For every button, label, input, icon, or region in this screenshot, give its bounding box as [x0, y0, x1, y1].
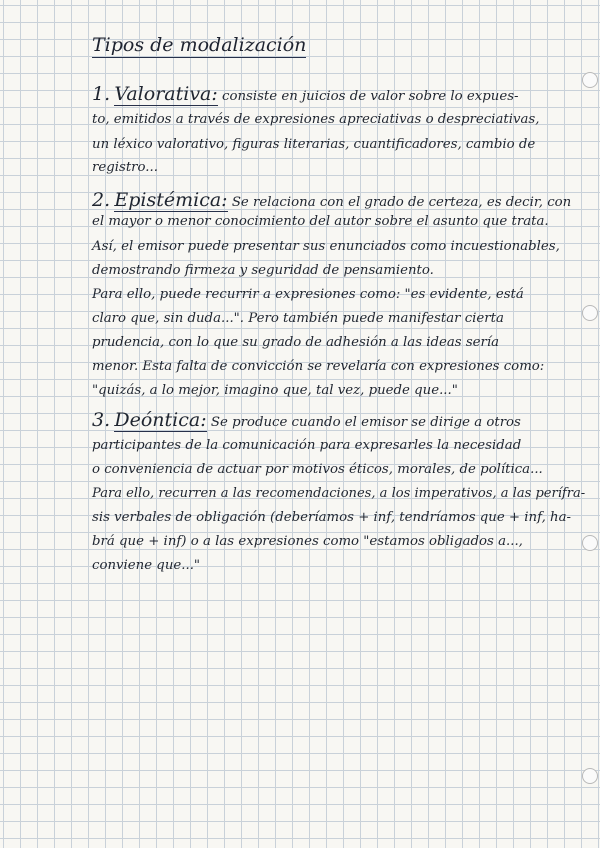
section-text-line: el mayor o menor conocimiento del autor sobre el asunto que trata.	[92, 214, 549, 229]
section-text-line: Para ello, recurren a las recomendaciones, a los imperativos, a las perífra-	[92, 486, 586, 501]
section-number: 2.	[92, 189, 111, 211]
section-number: 3.	[92, 409, 111, 431]
section-text-line: participantes de la comunicación para expresarles la necesidad	[92, 438, 522, 453]
section-text-line: conviene que..."	[92, 558, 201, 573]
binder-hole	[582, 72, 598, 88]
section-text-line: "quizás, a lo mejor, imagino que, tal vez, puede que..."	[92, 383, 458, 398]
page-title: Tipos de modalización	[92, 34, 307, 56]
section-text-line: consiste en juicios de valor sobre lo expues-	[222, 89, 519, 104]
section-text-line: Así, el emisor puede presentar sus enunciados como incuestionables,	[92, 239, 560, 254]
section-2-first-line	[92, 190, 571, 213]
section-text-line: brá que + inf) o a las expresiones como "estamos obligados a...,	[92, 534, 523, 549]
section-1-first-line	[92, 84, 519, 107]
section-heading: Valorativa:	[114, 83, 218, 105]
section-text-line: registro...	[92, 160, 158, 175]
section-3-first-line	[92, 410, 521, 433]
section-text-line: claro que, sin duda...". Pero también puede manifestar cierta	[92, 311, 504, 326]
section-text-line: menor. Esta falta de convicción se revelaría con expresiones como:	[92, 359, 545, 374]
section-text-line: Para ello, puede recurrir a expresiones como: "es evidente, está	[92, 287, 524, 302]
section-text-line: Se produce cuando el emisor se dirige a otros	[210, 415, 521, 430]
section-text-line: demostrando firmeza y seguridad de pensamiento.	[92, 263, 434, 278]
section-text-line: prudencia, con lo que su grado de adhesión a las ideas sería	[92, 335, 500, 350]
section-text-line: sis verbales de obligación (deberíamos + inf, tendríamos que + inf, ha-	[92, 510, 572, 525]
binder-hole	[582, 305, 598, 321]
section-number: 1.	[92, 83, 111, 105]
section-text-line: Se relaciona con el grado de certeza, es decir, con	[231, 195, 572, 210]
section-heading: Deóntica:	[114, 409, 207, 431]
section-text-line: o conveniencia de actuar por motivos éticos, morales, de política...	[92, 462, 543, 477]
section-text-line: to, emitidos a través de expresiones apreciativas o despreciativas,	[92, 112, 540, 127]
section-text-line: un léxico valorativo, figuras literarias, cuantificadores, cambio de	[92, 137, 536, 152]
binder-hole	[582, 535, 598, 551]
binder-hole	[582, 768, 598, 784]
section-heading: Epistémica:	[114, 189, 228, 211]
